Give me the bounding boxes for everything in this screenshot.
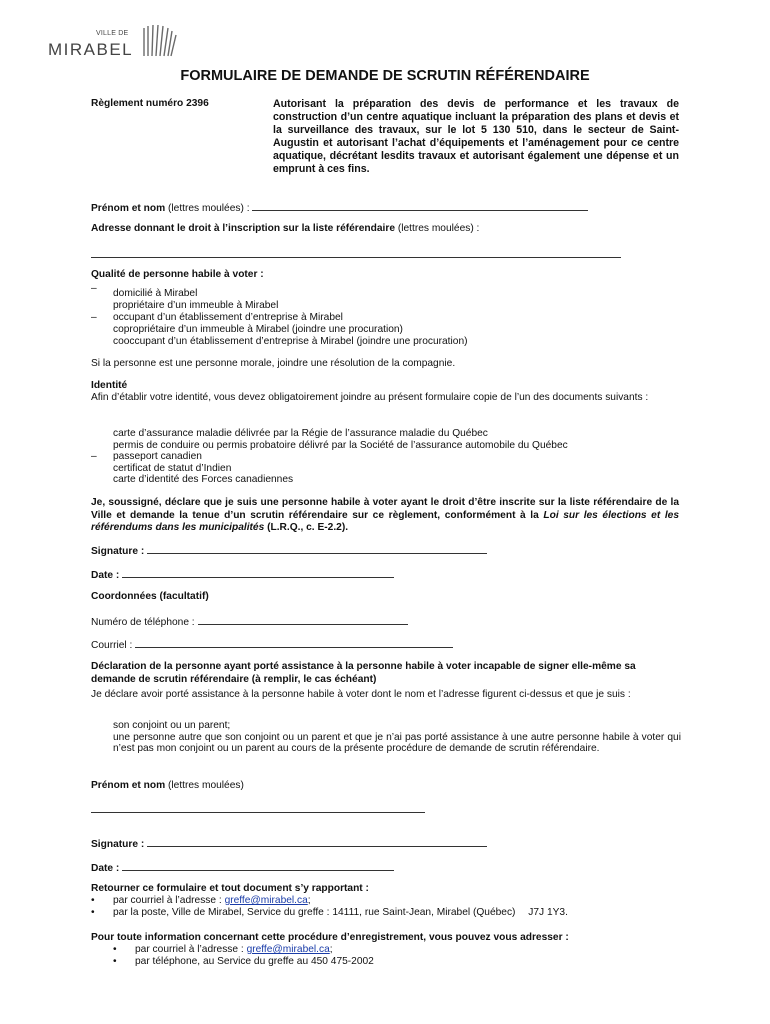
- assistance-intro: Je déclare avoir porté assistance à la personne habile à voter dont le nom et l’adresse figurent ci-dessus et que je suis :: [91, 689, 631, 700]
- retour-postal-code: J7J 1Y3.: [528, 907, 568, 918]
- bullet-icon: •: [91, 907, 95, 918]
- qualite-list: [113, 288, 468, 348]
- identite-item[interactable]: certificat de statut d’Indien: [113, 462, 232, 474]
- info-heading: Pour toute information concernant cette procédure d’enregistrement, vous pouvez vous adresser :: [91, 932, 569, 943]
- assistance-nom-label: Prénom et nom: [91, 780, 166, 791]
- qualite-item[interactable]: cooccupant d’un établissement d’entreprise à Mirabel (joindre une procuration): [113, 336, 468, 347]
- reglement-text: Autorisant la préparation des devis de performance et les travaux de construction d’un centre aquatique incluant la préparation des plans et devis et la surveillance des travaux, sur le lot 5 130 510, dans le secteur de Saint-Augustin et autorisant l’achat d’équipements et l’aménagement pour ce centre aquatique, décrétant lesdits travaux et autorisant également une dépense et un emprunt à ces fins.: [273, 98, 679, 175]
- coordonnees-heading: Coordonnées (facultatif): [91, 591, 209, 602]
- retour-heading: Retourner ce formulaire et tout document s’y rapportant :: [91, 883, 369, 894]
- info-courriel-end: ;: [329, 944, 333, 955]
- bullet-icon: •: [91, 895, 95, 906]
- declaration-loi: Loi sur les élections et les référendums dans les municipalités: [91, 509, 679, 533]
- qualite-item[interactable]: propriétaire d’un immeuble à Mirabel: [113, 300, 279, 311]
- signature-label: Signature :: [91, 546, 145, 557]
- telephone-row: [91, 615, 408, 629]
- list-item: [91, 895, 691, 907]
- logo: [48, 20, 188, 64]
- signature-field[interactable]: [147, 544, 487, 554]
- bullet-icon: •: [113, 944, 117, 955]
- qualite-heading: Qualité de personne habile à voter :: [91, 269, 264, 280]
- date-label: Date :: [91, 863, 120, 874]
- list-item: [91, 907, 691, 919]
- signature-row-2: [91, 837, 487, 851]
- identite-heading: Identité: [91, 380, 128, 391]
- assistance-nom-hint: (lettres moulées): [168, 780, 244, 791]
- bullet-icon: •: [113, 956, 117, 967]
- adresse-row: [91, 223, 691, 235]
- telephone-field[interactable]: [198, 615, 408, 625]
- logo-big-text: MIRABEL: [48, 40, 134, 59]
- qualite-item[interactable]: domicilié à Mirabel: [113, 288, 198, 299]
- adresse-label: Adresse donnant le droit à l’inscription sur la liste référendaire: [91, 223, 396, 234]
- assistance-list: [113, 720, 681, 755]
- nom-hint: (lettres moulées) :: [168, 203, 250, 214]
- assistance-item[interactable]: une personne autre que son conjoint ou un parent et que je n’ai pas porté assistance à une autre personne habile à voter qui n’est pas mon conjoint ou un parent au cours de la présente procédure de demande de scrutin référendaire.: [113, 731, 681, 755]
- courriel-label: Courriel :: [91, 640, 133, 651]
- qualite-checkbox-2[interactable]: –: [91, 312, 97, 323]
- page-title: FORMULAIRE DE DEMANDE DE SCRUTIN RÉFÉRENDAIRE: [180, 68, 590, 84]
- assistance-nom-field[interactable]: [91, 803, 425, 813]
- declaration-ref: (L.R.Q., c. E-2.2).: [267, 522, 349, 533]
- qualite-item[interactable]: occupant d’un établissement d’entreprise à Mirabel: [113, 312, 343, 323]
- info-courriel-text: par courriel à l’adresse :: [135, 944, 244, 955]
- assistance-heading: Déclaration de la personne ayant porté assistance à la personne habile à voter incapable de signer elle-même sa demande de scrutin référendaire (à remplir, le cas échéant): [91, 661, 636, 685]
- retour-email-link[interactable]: greffe@mirabel.ca: [224, 895, 308, 906]
- courriel-row: [91, 638, 453, 652]
- assistance-nom-row: [91, 780, 244, 792]
- info-list: [113, 944, 673, 968]
- assistance-item[interactable]: son conjoint ou un parent;: [113, 720, 231, 731]
- signature-row: [91, 544, 487, 558]
- nom-row: [91, 201, 651, 215]
- nom-label: Prénom et nom: [91, 203, 166, 214]
- retour-courriel-text: par courriel à l’adresse :: [113, 895, 222, 906]
- identite-item[interactable]: carte d’assurance maladie délivrée par la Régie de l’assurance maladie du Québec: [113, 428, 488, 439]
- identite-intro: Afin d’établir votre identité, vous devez obligatoirement joindre au présent formulaire copie de l’un des documents suivants :: [91, 392, 649, 403]
- date-row: [91, 568, 394, 582]
- adresse-field[interactable]: [91, 248, 621, 258]
- date-label: Date :: [91, 570, 120, 581]
- date-row-2: [91, 861, 394, 875]
- logo-small-text: VILLE DE: [96, 30, 129, 37]
- date-field[interactable]: [122, 568, 394, 578]
- list-item: [113, 956, 673, 968]
- qualite-note: Si la personne est une personne morale, joindre une résolution de la compagnie.: [91, 358, 456, 369]
- identite-checkbox[interactable]: –: [91, 451, 97, 462]
- declaration: [91, 497, 679, 535]
- signature-label: Signature :: [91, 839, 145, 850]
- info-email-link[interactable]: greffe@mirabel.ca: [246, 944, 330, 955]
- signature-field[interactable]: [147, 837, 487, 847]
- info-telephone-text: par téléphone, au Service du greffe au 450 475-2002: [135, 956, 374, 967]
- date-field[interactable]: [122, 861, 394, 871]
- retour-courriel-end: ;: [307, 895, 311, 906]
- declaration-text: Je, soussigné, déclare que je suis une personne habile à voter ayant le droit d’être inscrite sur la liste référendaire de la Ville et demande la tenue d’un scrutin référendaire sur ce règlement, conformément à la: [91, 497, 679, 521]
- retour-list: [91, 895, 691, 919]
- list-item: [113, 944, 673, 956]
- nom-field[interactable]: [252, 201, 588, 211]
- adresse-hint: (lettres moulées) :: [397, 223, 480, 234]
- courriel-field[interactable]: [135, 638, 453, 648]
- qualite-checkbox-1[interactable]: –: [91, 283, 97, 294]
- qualite-item[interactable]: copropriétaire d’un immeuble à Mirabel (joindre une procuration): [113, 324, 403, 335]
- telephone-label: Numéro de téléphone :: [91, 617, 195, 628]
- retour-poste-text: par la poste, Ville de Mirabel, Service du greffe : 14111, rue Saint-Jean, Mirabel (Québec): [113, 907, 516, 918]
- identite-item[interactable]: passeport canadien: [113, 451, 202, 463]
- reglement-label: Règlement numéro 2396: [91, 98, 209, 109]
- identite-list: [113, 428, 568, 486]
- identite-item[interactable]: carte d’identité des Forces canadiennes: [113, 474, 294, 486]
- identite-item[interactable]: permis de conduire ou permis probatoire délivré par la Société de l’assurance automobile du Québec: [113, 439, 568, 451]
